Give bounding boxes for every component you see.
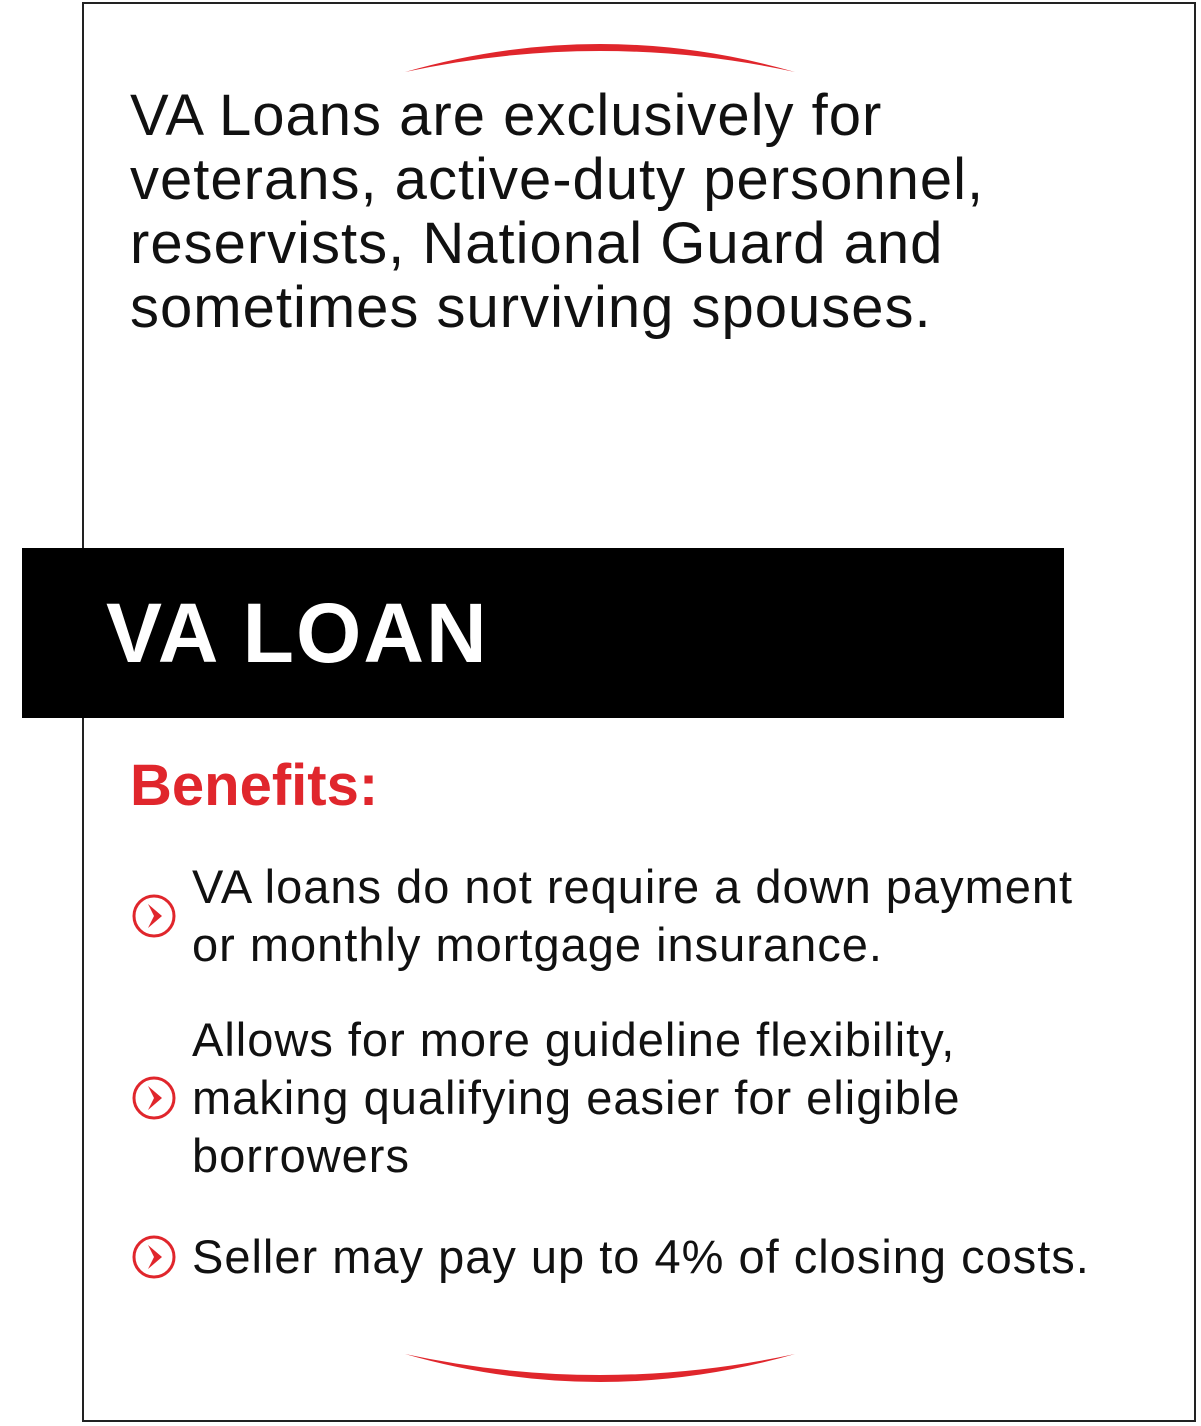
- benefit-text: Allows for more guideline flexibility, making qualifying easier for eligible borrowers: [192, 1013, 961, 1182]
- banner-title: VA LOAN: [106, 586, 489, 680]
- title-banner: [22, 548, 1064, 718]
- benefit-text: VA loans do not require a down payment or monthly mortgage insurance.: [192, 860, 1074, 971]
- chevron-right-circle-icon: [130, 892, 178, 940]
- intro-paragraph: VA Loans are exclusively for veterans, active-duty personnel, reservists, National Guard and sometimes surviving spouses.: [130, 83, 985, 340]
- benefit-item: [130, 826, 1130, 1006]
- chevron-right-circle-icon: [130, 1074, 178, 1122]
- top-red-arc-decoration: [400, 34, 800, 74]
- benefit-item: [130, 1196, 1130, 1318]
- benefit-text: Seller may pay up to 4% of closing costs.: [192, 1230, 1090, 1283]
- benefits-heading: Benefits:: [130, 753, 379, 818]
- benefit-item: [130, 1008, 1130, 1188]
- bottom-red-arc-decoration: [400, 1352, 800, 1392]
- chevron-right-circle-icon: [130, 1233, 178, 1281]
